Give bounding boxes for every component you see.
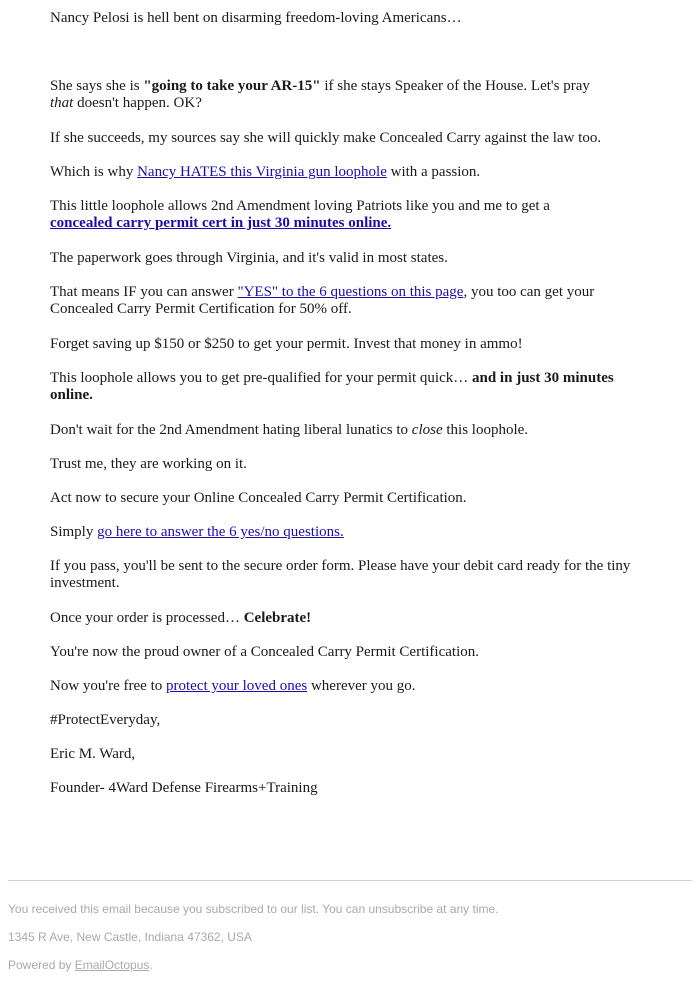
paragraph-protect xyxy=(50,678,650,695)
emailoctopus-link[interactable]: EmailOctopus xyxy=(74,958,150,972)
text: . xyxy=(149,958,153,972)
paragraph-simply xyxy=(50,524,650,541)
paragraph-intro: Nancy Pelosi is hell bent on disarming freedom-loving Americans… xyxy=(50,10,462,26)
text: She says she is xyxy=(50,78,144,94)
text: Don't wait for the 2nd Amendment hating liberal lunatics to xyxy=(50,422,412,438)
signature-title: Founder- 4Ward Defense Firearms+Training xyxy=(50,780,318,796)
paragraph-order-form: If you pass, you'll be sent to the secure order form. Please have your debit card ready for the tiny investment. xyxy=(50,558,631,591)
paragraph-proud-owner: You're now the proud owner of a Concealed Carry Permit Certification. xyxy=(50,644,479,660)
paragraph-paperwork: The paperwork goes through Virginia, and it's valid in most states. xyxy=(50,250,448,266)
text: , you too can get your Concealed Carry Permit Certification for 50% off. xyxy=(50,284,595,317)
paragraph-trust: Trust me, they are working on it. xyxy=(50,456,247,472)
italic-text: close xyxy=(411,422,443,438)
paragraph-succeeds: If she succeeds, my sources say she will quickly make Concealed Carry against the law too. xyxy=(50,130,602,146)
text: Once your order is processed… xyxy=(50,610,244,626)
text: doesn't happen. OK? xyxy=(73,95,202,111)
paragraph-ammo: Forget saving up $150 or $250 to get your permit. Invest that money in ammo! xyxy=(50,336,523,352)
text: That means IF you can answer xyxy=(50,284,238,300)
paragraph-permit xyxy=(50,198,590,232)
italic-text: that xyxy=(50,95,74,111)
footer-divider xyxy=(8,880,692,881)
permit-cert-link[interactable]: concealed carry permit cert in just 30 minutes online. xyxy=(50,215,392,231)
text: with a passion. xyxy=(386,164,481,180)
paragraph-act-now: Act now to secure your Online Concealed Carry Permit Certification. xyxy=(50,490,467,506)
paragraph-prequalified xyxy=(50,370,640,404)
text: if she stays Speaker of the House. Let's pray xyxy=(320,78,590,94)
paragraph-dont-wait xyxy=(50,422,650,439)
text: This loophole allows you to get pre-qualified for your permit quick… xyxy=(50,370,472,386)
questions-page-link[interactable]: "YES" to the 6 questions on this page xyxy=(237,284,464,300)
answer-questions-link[interactable]: go here to answer the 6 yes/no questions. xyxy=(97,524,344,540)
text: Simply xyxy=(50,524,98,540)
protect-loved-ones-link[interactable]: protect your loved ones xyxy=(166,678,308,694)
bold-text: and in just 30 minutes online. xyxy=(50,370,614,403)
text: this loophole. xyxy=(442,422,529,438)
signature-name: Eric M. Ward, xyxy=(50,746,136,762)
paragraph-ar15 xyxy=(50,78,610,112)
text: Which is why xyxy=(50,164,138,180)
footer-subscribed-notice: You received this email because you subscribed to our list. You can unsubscribe at any time. xyxy=(8,902,499,916)
bold-text: Celebrate! xyxy=(243,610,312,626)
paragraph-questions xyxy=(50,284,650,318)
paragraph-celebrate xyxy=(50,610,650,627)
paragraph-hashtag: #ProtectEveryday, xyxy=(50,712,161,728)
text: Now you're free to xyxy=(50,678,166,694)
bold-text: "going to take your AR-15" xyxy=(143,78,321,94)
loophole-link[interactable]: Nancy HATES this Virginia gun loophole xyxy=(137,164,387,180)
text: wherever you go. xyxy=(307,678,416,694)
paragraph-loophole xyxy=(50,164,650,181)
text: This little loophole allows 2nd Amendment loving Patriots like you and me to get a xyxy=(50,198,550,214)
footer-powered-by xyxy=(8,958,688,972)
footer-address: 1345 R Ave, New Castle, Indiana 47362, USA xyxy=(8,930,252,944)
text: Powered by xyxy=(8,958,75,972)
